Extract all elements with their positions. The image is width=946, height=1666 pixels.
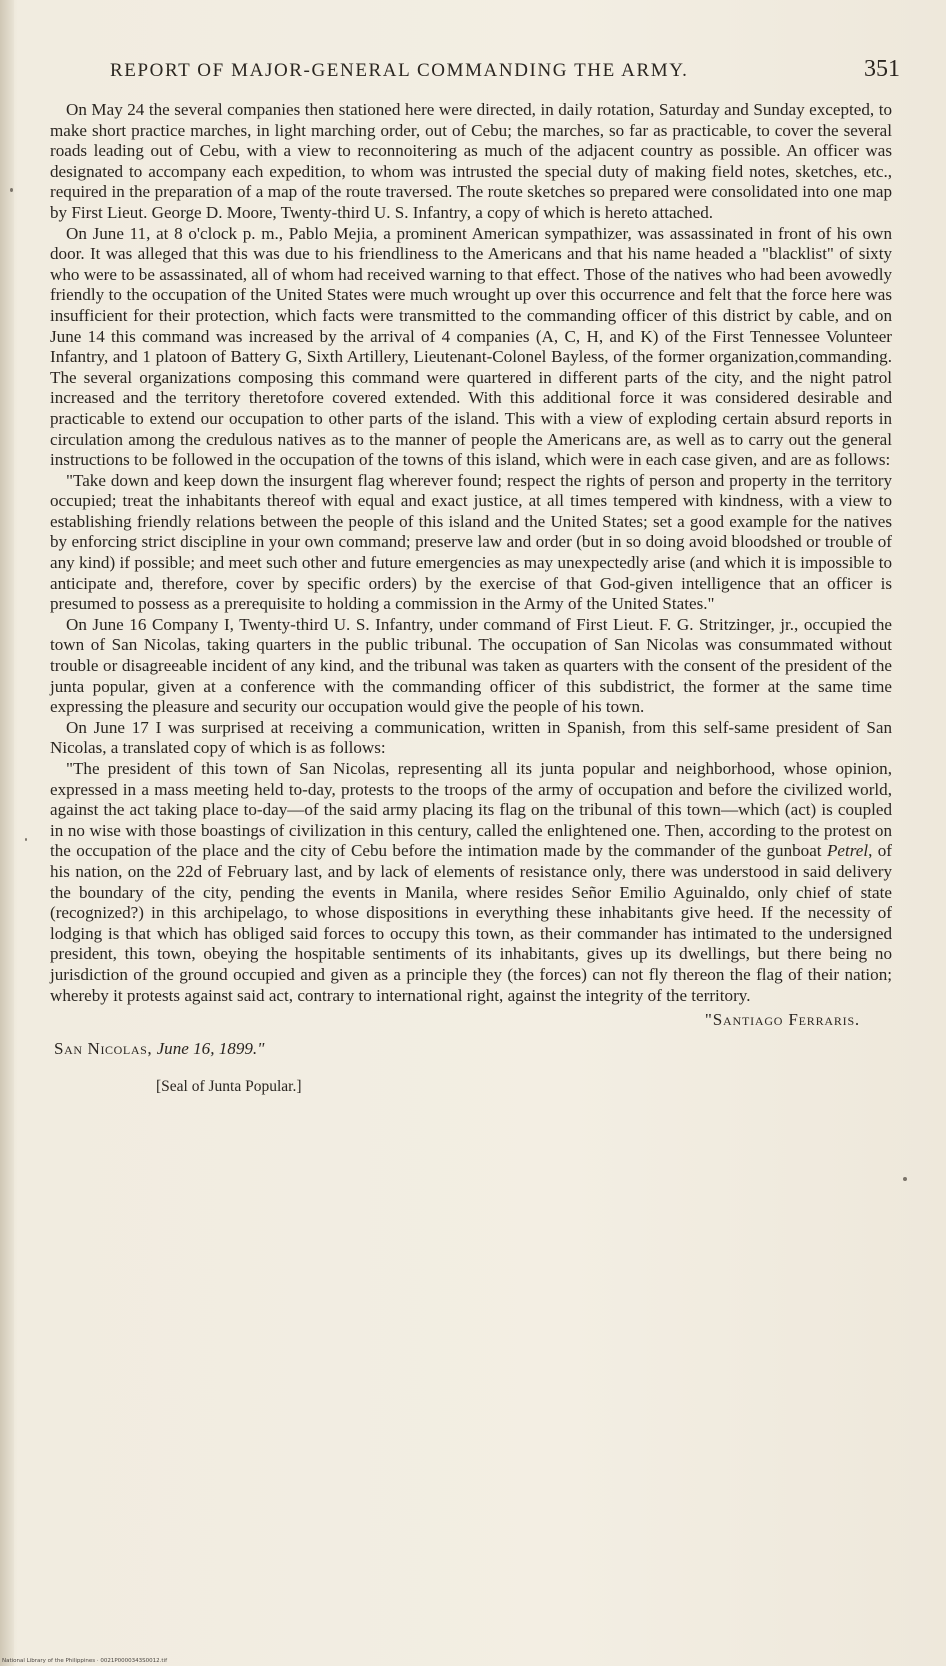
signature: "Santiago Ferraris. [704,1010,860,1030]
page-header [110,56,900,83]
paragraph [50,224,892,471]
paragraph-text: "Take down and keep down the insurgent flag wherever found; respect the rights of person and property in the territory occupied; treat the inhabitants thereof with equal and exact justice, at all times tempered with kindness, with a view to establishing friendly relations between the people of this island and the United States; set a good example for the natives by enforcing strict discipline in your own command; preserve law and order (but in so doing avoid bloodshed or trouble of any kind) if possible; and meet such other and future emergencies as may unexpectedly arise (and which it is impossible to anticipate and, therefore, cover by specific orders) by the exercise of that God-given intelligence that an officer is presumed to possess as a prerequisite to holding a commission in the Army of the United States." [50,470,892,614]
paragraph-text: "The president of this town of San Nicolas, representing all its junta popular and neighborhood, whose opinion, expressed in a mass meeting held to-day, protests to the troops of the army of occupation and before the civilized world, against the act taking place to-day—of the said army placing its flag on the tribunal of this town—which (act) is coupled in no wise with those boastings of civilization in this century, called the enlightened one. Then, according to the protest on the occupation of the place and the city of Cebu before the intimation made by the commander of the gunboat [50,759,892,861]
paragraph-text: , of his nation, on the 22d of February last, and by lack of elements of resistance only, there was understood in said delivery the boundary of the city, pending the events in Manila, where resides Señor Emilio Aguinaldo, only chief of state (recognized?) in this archipelago, to whose dispositions in everything these inhabitants give heed. If the necessity of lodging is that which has obliged said forces to occupy this town, as their commander has intimated to the undersigned president, this town, obeying the hospitable sentiments of its inhabitants, gives up its dwellings, but there being no jurisdiction of the ground occupied and given as a principle they (the forces) can not fly thereon the flag of their nation; whereby it protests against said act, contrary to international right, against the integrity of the territory. [50,841,892,1005]
report-body [50,100,892,1098]
scan-credit: National Library of the Philippines · 0021P0000343S0012.tif [2,1658,168,1664]
paragraph-text: On June 17 I was surprised at receiving a communication, written in Spanish, from this self-same president of San Nicolas, a translated copy of which is as follows: [50,717,892,758]
paragraph-text: On May 24 the several companies then stationed here were directed, in daily rotation, Saturday and Sunday excepted, to make short practice marches, in light marching order, out of Cebu; the marches, so far as practicable, to cover the several roads leading out of Cebu, with a view to reconnoitering as much of the adjacent country as possible. An officer was designated to accompany each expedition, to whom was intrusted the special duty of making field notes, sketches, etc., required in the preparation of a map of the route traversed. The route sketches so prepared were consolidated into one map by First Lieut. George D. Moore, Twenty-third U. S. Infantry, a copy of which is hereto attached. [50,100,892,222]
paragraph [50,615,892,718]
italic-text: Petrel [826,841,869,861]
paragraph [50,759,892,1006]
paragraph-list [50,100,892,1006]
dateline-date: June 16, 1899." [156,1038,265,1058]
paper-speck [903,1177,907,1181]
paragraph [50,471,892,615]
paragraph-text: On June 11, at 8 o'clock p. m., Pablo Mejia, a prominent American sympathizer, was assassinated in front of his own door. It was alleged that this was due to his friendliness to the Americans and that his name headed a "blacklist" of sixty who were to be assassinated, all of whom had received warning to that effect. Those of the natives who had been avowedly friendly to the occupation of the United States were much wrought up over this occurrence and felt that the force here was insufficient for their protection, which facts were transmitted to the commanding officer of this district by cable, and on June 14 this command was increased by the arrival of 4 companies (A, C, H, and K) of the First Tennessee Volunteer Infantry, and 1 platoon of Battery G, Sixth Artillery, Lieutenant-Colonel Bayless, of the former organization,commanding. The several organizations composing this command were quartered in different parts of the city, and the night patrol increased and the territory theretofore covered extended. With this additional force it was considered desirable and practicable to extend our occupation to other parts of the island. This with a view of exploding certain absurd reports in circulation among the credulous natives as to the manner of people the Americans are, as well as to carry out the general instructions to be followed in the occupation of the towns of this island, which were in each case given, and are as follows: [50,223,892,470]
dateline-place: San Nicolas, [54,1038,153,1058]
page-number: 351 [864,56,900,82]
binding-edge [0,0,14,1666]
paragraph [50,718,892,759]
running-head: REPORT OF MAJOR-GENERAL COMMANDING THE ARMY. [110,60,689,81]
paragraph-text: On June 16 Company I, Twenty-third U. S. Infantry, under command of First Lieut. F. G. Stritzinger, jr., occupied the town of San Nicolas, taking quarters in the public tribunal. The occupation of San Nicolas was consummated without trouble or disagreeable incident of any kind, and the tribunal was taken as quarters with the consent of the president of the junta popular, given at a conference with the commanding officer of this subdistrict, the former at the same time expressing the pleasure and security our occupation would give the people of his town. [50,614,892,717]
paragraph [50,100,892,224]
seal-note: [Seal of Junta Popular.] [156,1078,302,1096]
paper-speck [25,838,27,841]
dateline [50,1039,892,1060]
paper-speck [10,188,13,192]
